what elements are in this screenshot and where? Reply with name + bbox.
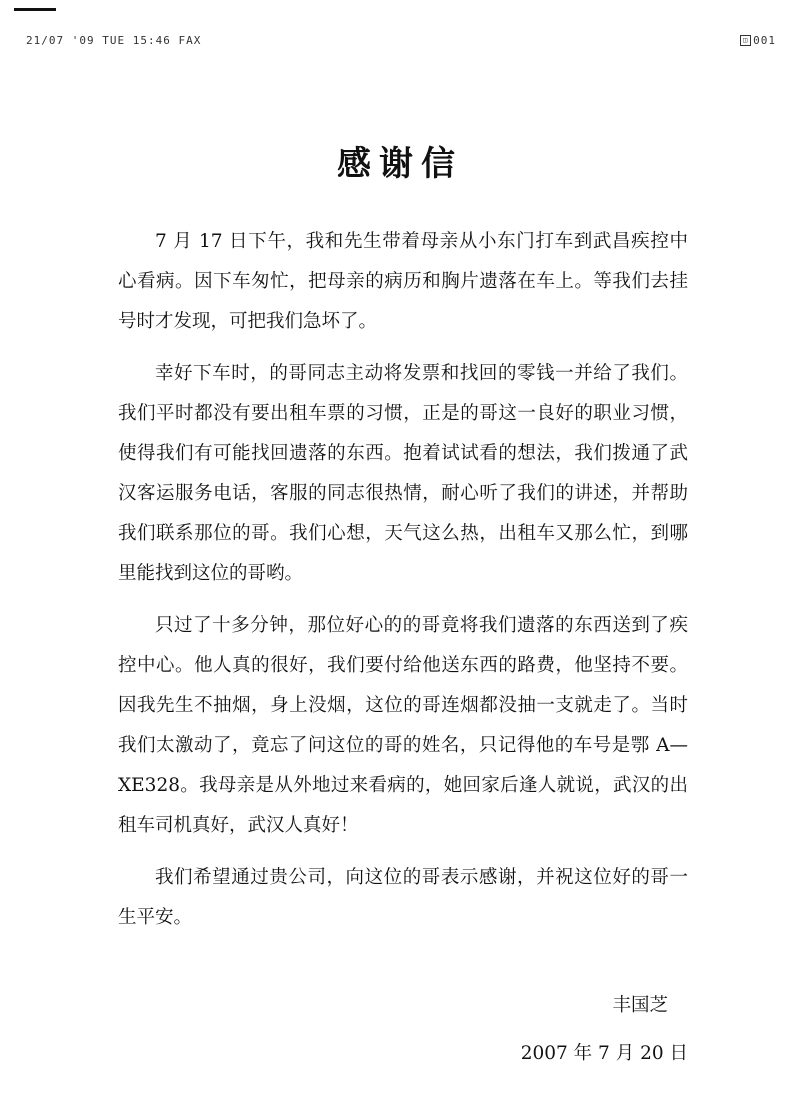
fax-header-text: 21/07 '09 TUE 15:46 FAX	[26, 34, 202, 47]
signature-name: 丰国芝	[612, 995, 668, 1016]
signature-date: 2007 年 7 月 20 日	[520, 1043, 688, 1064]
scan-mark	[14, 8, 56, 11]
paragraph-4: 我们希望通过贵公司，向这位的哥表示感谢，并祝这位好的哥一生平安。	[118, 867, 688, 928]
fax-page-number	[740, 34, 776, 47]
letter-body	[118, 222, 688, 950]
signature-block	[521, 982, 688, 1078]
fax-header	[26, 34, 776, 47]
paragraph-1: 7 月 17 日下午，我和先生带着母亲从小东门打车到武昌疾控中心看病。因下车匆忙，把母亲的病历和胸片遗落在车上。等我们去挂号时才发现，可把我们急坏了。	[118, 231, 688, 332]
letter-title: 感谢信	[337, 144, 463, 184]
paragraph-3: 只过了十多分钟，那位好心的的哥竟将我们遗落的东西送到了疾控中心。他人真的很好，我们要付给他送东西的路费，他坚持不要。因我先生不抽烟，身上没烟，这位的哥连烟都没抽一支就走了。当时我们太激动了，竟忘了问这位的哥的姓名，只记得他的车号是鄂 A—XE328。我母亲是从外地过来看病的，她回家后逢人就说，武汉的出租车司机真好，武汉人真好！	[118, 615, 688, 836]
fax-page-icon: ◫	[740, 35, 751, 46]
fax-page-label: 001	[753, 34, 776, 47]
paragraph-2: 幸好下车时，的哥同志主动将发票和找回的零钱一并给了我们。我们平时都没有要出租车票的习惯，正是的哥这一良好的职业习惯，使得我们有可能找回遗落的东西。抱着试试看的想法，我们拨通了武汉客运服务电话，客服的同志很热情，耐心听了我们的讲述，并帮助我们联系那位的哥。我们心想，天气这么热，出租车又那么忙，到哪里能找到这位的哥哟。	[118, 363, 688, 584]
